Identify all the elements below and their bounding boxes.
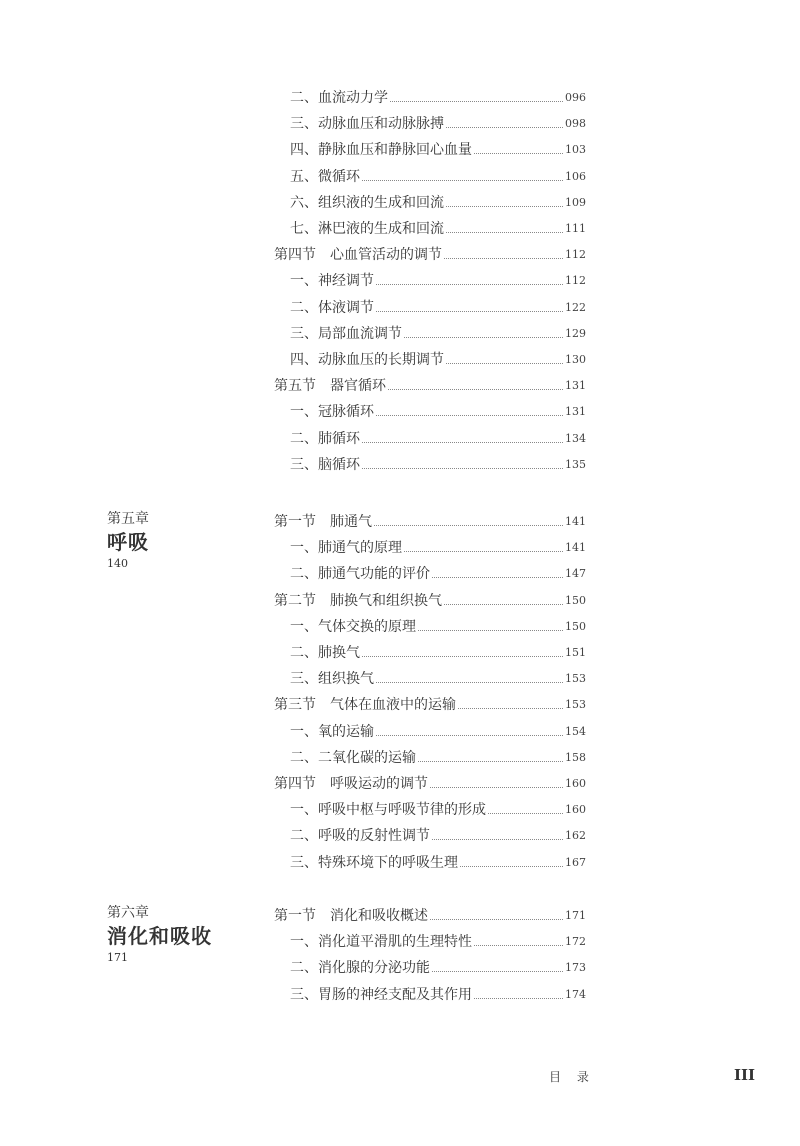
dot-leader (474, 153, 563, 154)
entry-page-number: 103 (565, 143, 586, 157)
entry-title: 五、微循环 (290, 168, 360, 185)
entry-page-number: 174 (565, 987, 586, 1001)
toc-item-entry[interactable] (274, 952, 586, 978)
entry-title: 二、呼吸的反射性调节 (290, 828, 430, 845)
chapter-heading[interactable] (107, 510, 149, 572)
dot-leader (474, 998, 563, 999)
entry-page-number: 160 (565, 803, 586, 817)
dot-leader (418, 761, 563, 762)
entry-title: 三、动脉血压和动脉脉搏 (290, 116, 444, 133)
toc-section-entry[interactable] (274, 506, 586, 532)
toc-item-entry[interactable] (274, 847, 586, 873)
toc-item-entry[interactable] (274, 344, 586, 370)
dot-leader (488, 813, 563, 814)
toc-section-entry[interactable] (274, 900, 586, 926)
toc-item-entry[interactable] (274, 134, 586, 160)
entry-page-number: 172 (565, 935, 586, 949)
dot-leader (374, 525, 563, 526)
entry-title: 第四节 呼吸运动的调节 (274, 776, 428, 792)
entry-page-number: 122 (565, 300, 586, 314)
entry-title: 第四节 心血管活动的调节 (274, 247, 442, 264)
entry-page-number: 154 (565, 724, 586, 738)
dot-leader (432, 839, 563, 840)
entry-page-number: 171 (565, 909, 586, 922)
toc-section-entry[interactable] (274, 239, 586, 265)
dot-leader (474, 945, 563, 946)
entry-page-number: 129 (565, 326, 586, 340)
toc-item-entry[interactable] (274, 663, 586, 689)
entry-title: 二、肺通气功能的评价 (290, 566, 430, 583)
entry-page-number: 112 (565, 248, 586, 262)
entry-page-number: 131 (565, 379, 586, 393)
entry-title: 二、二氧化碳的运输 (290, 749, 416, 766)
toc-section-entry[interactable] (274, 768, 586, 794)
entry-title: 一、氧的运输 (290, 723, 374, 740)
toc-section-entry[interactable] (274, 689, 586, 715)
toc-section-entry[interactable] (274, 585, 586, 611)
toc-item-entry[interactable] (274, 532, 586, 558)
dot-leader (432, 971, 563, 972)
entry-page-number: 098 (565, 117, 586, 131)
dot-leader (390, 101, 563, 102)
toc-item-entry[interactable] (274, 637, 586, 663)
entry-title: 二、肺循环 (290, 430, 360, 447)
entry-title: 四、静脉血压和静脉回心血量 (290, 142, 472, 159)
entry-page-number: 130 (565, 353, 586, 366)
entry-page-number: 153 (565, 672, 586, 686)
entry-title: 一、冠脉循环 (290, 404, 374, 421)
entry-page-number: 111 (565, 222, 586, 235)
entry-page-number: 150 (565, 593, 586, 607)
toc-item-entry[interactable] (274, 979, 586, 1005)
dot-leader (376, 682, 563, 683)
entry-title: 三、组织换气 (290, 671, 374, 688)
entry-page-number: 162 (565, 829, 586, 843)
dot-leader (446, 206, 563, 207)
dot-leader (404, 337, 563, 338)
dot-leader (446, 127, 563, 128)
toc-item-entry[interactable] (274, 794, 586, 820)
dot-leader (376, 415, 563, 416)
dot-leader (430, 919, 563, 920)
entry-title: 二、血流动力学 (290, 90, 388, 106)
toc-item-entry[interactable] (274, 265, 586, 291)
entry-page-number: 141 (565, 515, 586, 528)
entry-page-number: 150 (565, 619, 586, 633)
entry-title: 一、气体交换的原理 (290, 618, 416, 635)
toc-item-entry[interactable] (274, 187, 586, 213)
toc-item-entry[interactable] (274, 558, 586, 584)
chapter-label: 第六章 (107, 905, 149, 921)
entry-title: 七、淋巴液的生成和回流 (290, 221, 444, 237)
entry-page-number: 160 (565, 777, 586, 790)
entry-page-number: 135 (565, 457, 586, 471)
dot-leader (446, 363, 563, 364)
entry-title: 一、消化道平滑肌的生理特性 (290, 934, 472, 951)
entry-title: 三、胃肠的神经支配及其作用 (290, 986, 472, 1003)
entry-page-number: 167 (565, 855, 586, 869)
footer-section-label: 目 录 (549, 1070, 595, 1084)
toc-item-entry[interactable] (274, 318, 586, 344)
chapter-title: 消化和吸收 (107, 924, 212, 948)
entry-page-number: 112 (565, 274, 586, 288)
entry-title: 第一节 消化和吸收概述 (274, 908, 428, 924)
footer-page-number: III (734, 1066, 756, 1084)
entry-page-number: 131 (565, 405, 586, 419)
chapter-title: 呼吸 (107, 530, 149, 554)
entry-title: 三、局部血流调节 (290, 325, 402, 342)
dot-leader (446, 232, 563, 233)
entry-title: 一、神经调节 (290, 273, 374, 290)
entry-title: 第三节 气体在血液中的运输 (274, 697, 456, 714)
dot-leader (444, 258, 563, 259)
toc-item-entry[interactable] (274, 108, 586, 134)
toc-item-entry[interactable] (274, 213, 586, 239)
dot-leader (444, 604, 563, 605)
entry-page-number: 106 (565, 169, 586, 183)
entry-title: 一、呼吸中枢与呼吸节律的形成 (290, 802, 486, 819)
dot-leader (430, 787, 563, 788)
entry-page-number: 153 (565, 698, 586, 712)
dot-leader (458, 708, 563, 709)
dot-leader (388, 389, 563, 390)
toc-item-entry[interactable] (274, 82, 586, 108)
dot-leader (376, 311, 563, 312)
entry-page-number: 158 (565, 750, 586, 764)
toc-item-entry[interactable] (274, 396, 586, 422)
toc-item-entry[interactable] (274, 820, 586, 846)
chapter-page: 171 (107, 951, 128, 964)
toc-item-entry[interactable] (274, 742, 586, 768)
entry-title: 二、肺换气 (290, 645, 360, 661)
dot-leader (362, 656, 563, 657)
entry-page-number: 096 (565, 91, 586, 104)
toc-item-entry[interactable] (274, 716, 586, 742)
chapter-heading[interactable] (107, 904, 212, 966)
toc-section-entry[interactable] (274, 370, 586, 396)
entry-page-number: 141 (565, 541, 586, 555)
dot-leader (418, 630, 563, 631)
entry-page-number: 134 (565, 431, 586, 445)
toc-item-entry[interactable] (274, 423, 586, 449)
toc-item-entry[interactable] (274, 926, 586, 952)
entry-page-number: 147 (565, 567, 586, 581)
entry-page-number: 109 (565, 195, 586, 209)
entry-title: 二、消化腺的分泌功能 (290, 960, 430, 977)
toc-item-entry[interactable] (274, 611, 586, 637)
entry-title: 四、动脉血压的长期调节 (290, 352, 444, 368)
dot-leader (362, 468, 563, 469)
entry-title: 第二节 肺换气和组织换气 (274, 592, 442, 609)
entry-page-number: 151 (565, 646, 586, 659)
chapter-label: 第五章 (107, 511, 149, 527)
chapter-page: 140 (107, 557, 128, 570)
toc-item-entry[interactable] (274, 161, 586, 187)
dot-leader (376, 735, 563, 736)
entry-title: 三、脑循环 (290, 456, 360, 473)
dot-leader (362, 180, 563, 181)
dot-leader (376, 284, 563, 285)
entry-title: 三、特殊环境下的呼吸生理 (290, 854, 458, 871)
entry-page-number: 173 (565, 961, 586, 975)
entry-title: 第五节 器官循环 (274, 378, 386, 395)
entry-title: 六、组织液的生成和回流 (290, 194, 444, 211)
toc-item-entry[interactable] (274, 449, 586, 475)
entry-title: 第一节 肺通气 (274, 514, 372, 530)
toc-item-entry[interactable] (274, 292, 586, 318)
dot-leader (460, 866, 563, 867)
dot-leader (432, 577, 563, 578)
dot-leader (404, 551, 563, 552)
dot-leader (362, 442, 563, 443)
entry-title: 一、肺通气的原理 (290, 540, 402, 557)
entry-title: 二、体液调节 (290, 299, 374, 316)
